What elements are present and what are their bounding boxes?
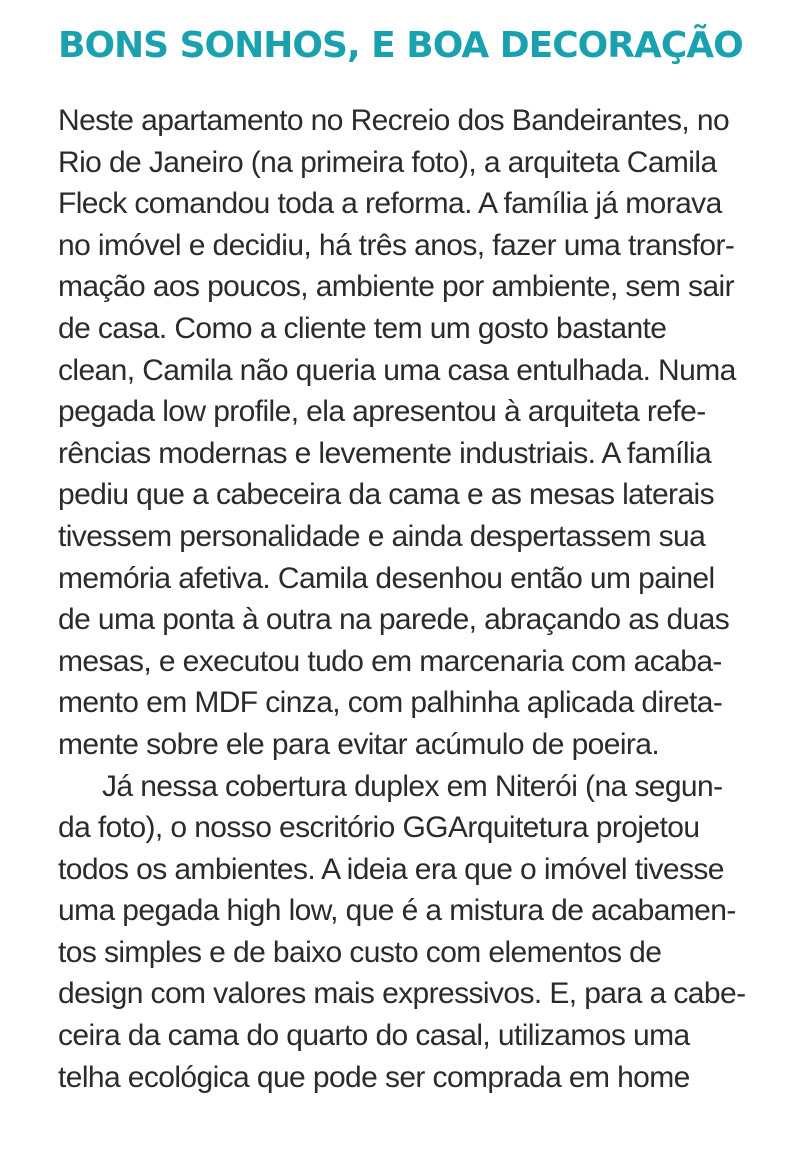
text-line: design com valores mais expressivos. E, para a cabe- [58, 977, 746, 1011]
text-line: pediu que a cabeceira da cama e as mesas laterais [58, 478, 715, 512]
text-line: Fleck comandou toda a reforma. A família já morava [58, 187, 722, 221]
text-line: Rio de Janeiro (na primeira foto), a arquiteta Camila [58, 145, 717, 179]
text-line: Já nessa cobertura duplex em Niterói (na segun- [102, 769, 723, 803]
text-line: rências modernas e levemente industriais. A família [58, 436, 712, 470]
text-line: da foto), o nosso escritório GGArquitetura projetou [58, 811, 700, 845]
text-line: mesas, e executou tudo em marcenaria com acaba- [58, 644, 722, 678]
text-line: memória afetiva. Camila desenhou então um painel [58, 561, 715, 595]
article-body [58, 100, 778, 1098]
text-line: no imóvel e decidiu, há três anos, fazer uma transfor- [58, 228, 735, 262]
text-line: ceira da cama do quarto do casal, utilizamos uma [58, 1019, 690, 1053]
text-line: de uma ponta à outra na parede, abraçando as duas [58, 603, 730, 637]
text-line: todos os ambientes. A ideia era que o imóvel tivesse [58, 852, 724, 886]
text-line: clean, Camila não queria uma casa entulhada. Numa [58, 353, 736, 387]
text-line: de casa. Como a cliente tem um gosto bastante [58, 311, 667, 345]
text-line: pegada low profile, ela apresentou à arquiteta refe- [58, 395, 706, 429]
text-line: mação aos poucos, ambiente por ambiente, sem sair [58, 270, 734, 304]
text-line: tivessem personalidade e ainda despertassem sua [58, 519, 706, 553]
article-headline: BONS SONHOS, E BOA DECORAÇÃO [58, 25, 743, 66]
paragraph-2 [58, 766, 778, 1099]
text-line: mento em MDF cinza, com palhinha aplicada direta- [58, 686, 723, 720]
text-line: Neste apartamento no Recreio dos Bandeirantes, no [58, 104, 730, 137]
text-line: uma pegada high low, que é a mistura de acabamen- [58, 894, 736, 928]
text-line: telha ecológica que pode ser comprada em home [58, 1060, 690, 1094]
text-line: tos simples e de baixo custo com elementos de [58, 935, 662, 969]
paragraph-1 [58, 100, 778, 766]
text-line: mente sobre ele para evitar acúmulo de poeira. [58, 727, 660, 761]
